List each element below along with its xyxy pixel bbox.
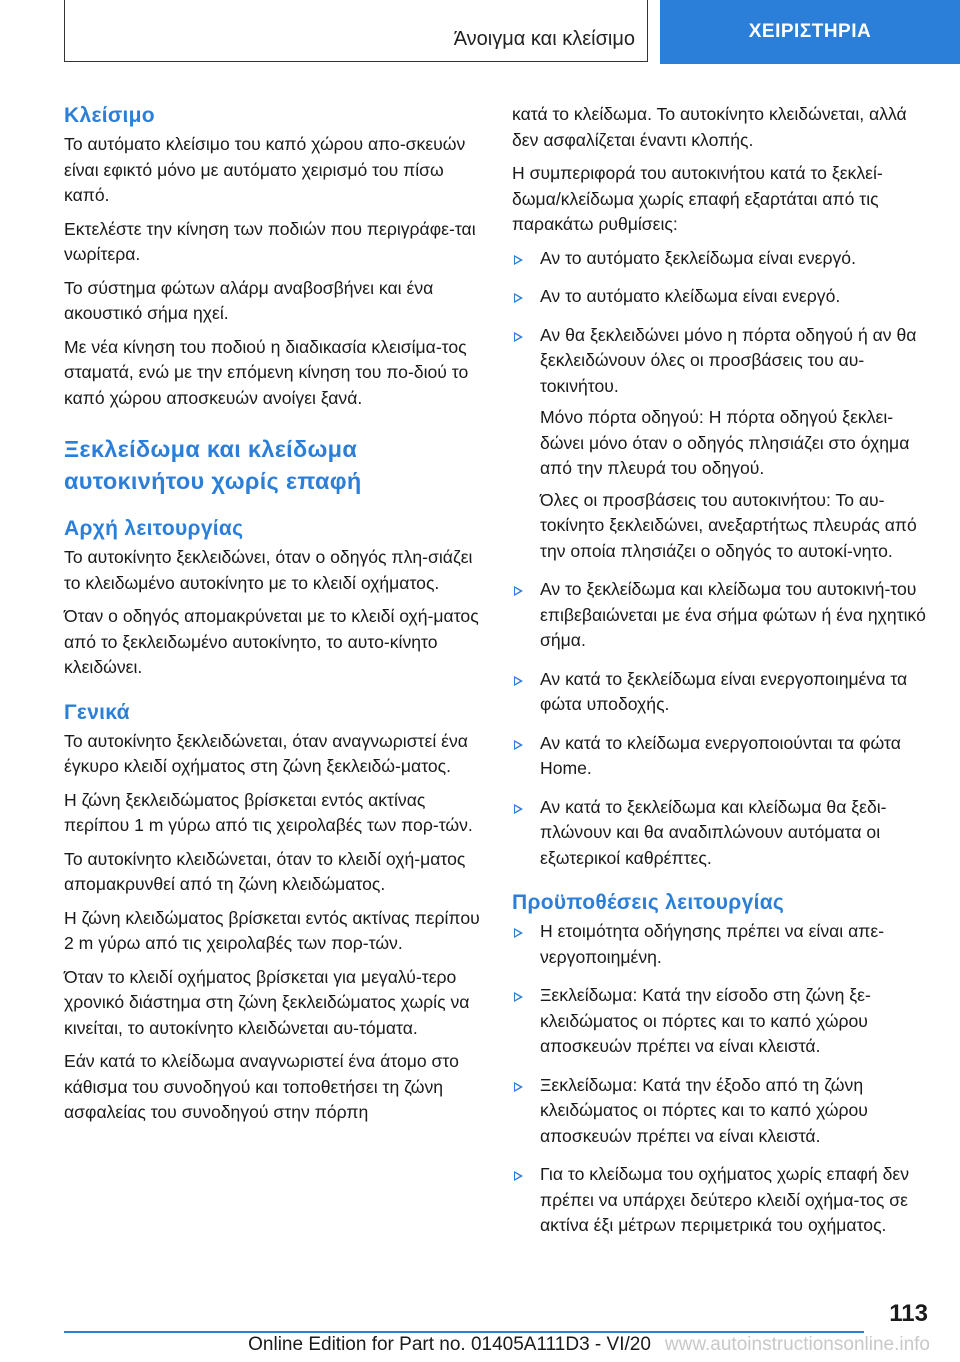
bullet-triangle-icon xyxy=(514,255,523,265)
list-item: Αν κατά το ξεκλείδωμα είναι ενεργοποιημένα τα φώτα υποδοχής. xyxy=(512,667,928,718)
paragraph: Η ζώνη ξεκλειδώματος βρίσκεται εντός ακτίνας περίπου 1 m γύρω από τις χειρολαβές των πορ-τών. xyxy=(64,789,473,835)
list-item: Ξεκλείδωμα: Κατά την είσοδο στη ζώνη ξε-κλειδώματος οι πόρτες και το καπό χώρου αποσκευών πρέπει να είναι κλειστά. xyxy=(512,983,928,1060)
bullet-triangle-icon xyxy=(514,804,523,814)
paragraph: Όταν ο οδηγός απομακρύνεται με το κλειδί οχή-ματος από το ξεκλειδωμένο αυτοκίνητο, το αυτο-κίνητο κλειδώνει. xyxy=(64,606,479,677)
list-item: Η ετοιμότητα οδήγησης πρέπει να είναι απε-νεργοποιημένη. xyxy=(512,919,928,970)
paragraph: Με νέα κίνηση του ποδιού η διαδικασία κλεισίμα-τος σταματά, ενώ με την επόμενη κίνηση του πο-διού το καπό χώρου αποσκευών ανοίγει ξανά. xyxy=(64,336,469,408)
sub-paragraph: Μόνο πόρτα οδηγού: Η πόρτα οδηγού ξεκλει-δώνει μόνο όταν ο οδηγός πλησιάζει στο όχημα από την πλευρά του οδηγού. xyxy=(540,407,910,478)
paragraph: Όταν το κλειδί οχήματος βρίσκεται για μεγαλύ-τερο χρονικό διάστημα στη ζώνη ξεκλειδώματος χωρίς να κινείται, το αυτοκίνητο κλειδώνεται αυ-τόματα. xyxy=(64,966,470,1038)
header-section-title: Άνοιγμα και κλείσιμο xyxy=(453,28,635,50)
requirements-list xyxy=(512,919,928,1239)
section-title: Ξεκλείδωμα και κλείδωμα αυτοκινήτου χωρίς επαφή xyxy=(64,436,362,494)
sub-paragraph: Όλες οι προσβάσεις του αυτοκινήτου: Το αυ-τοκίνητο ξεκλειδώνει, ανεξαρτήτως πλευράς από την οποία πλησιάζει ο οδηγός το αυτοκί-νητο. xyxy=(540,489,917,561)
bullet-triangle-icon xyxy=(514,586,523,596)
general-heading: Γενικά xyxy=(64,700,130,724)
bullet-triangle-icon xyxy=(514,928,523,938)
bullet-triangle-icon xyxy=(514,332,523,342)
paragraph: Η συμπεριφορά του αυτοκινήτου κατά το ξεκλεί-δωμα/κλείδωμα χωρίς επαφή εξαρτάται από τις παρακάτω ρυθμίσεις: xyxy=(512,163,883,234)
list-item: Αν θα ξεκλειδώνει μόνο η πόρτα οδηγού ή αν θα ξεκλειδώνουν όλες οι προσβάσεις του αυ-τοκινήτου. Μόνο πόρτα οδηγού: Η πόρτα οδηγού ξεκλει-δώνει μόνο όταν ο οδηγός πλησιάζει στο όχημα από την πλευρά του οδηγού. Όλες οι προσβάσεις του αυτοκινήτου: Το αυ-τοκίνητο ξεκλειδώνει, ανεξαρτήτως πλευράς από την οποία πλησιάζει ο οδηγός το αυτοκί-νητο. xyxy=(512,323,928,565)
bullet-triangle-icon xyxy=(514,676,523,686)
bullet-triangle-icon xyxy=(514,1082,523,1092)
paragraph: Το αυτοκίνητο κλειδώνεται, όταν το κλειδί οχή-ματος απομακρυνθεί από τη ζώνη κλειδώματος. xyxy=(64,848,466,894)
list-item: Για το κλείδωμα του οχήματος χωρίς επαφή δεν πρέπει να υπάρχει δεύτερο κλειδί οχήμα-τος σε ακτίνα έξι μέτρων περιμετρικά του οχήματος. xyxy=(512,1162,928,1239)
left-column xyxy=(64,102,482,1134)
paragraph: Το σύστημα φώτων αλάρμ αναβοσβήνει και ένα ακουστικό σήμα ηχεί. xyxy=(64,277,434,323)
bullet-triangle-icon xyxy=(514,740,523,750)
header-chapter-tab: ΧΕΙΡΙΣΤΗΡΙΑ xyxy=(660,0,960,64)
list-item: Αν το ξεκλείδωμα και κλείδωμα του αυτοκινή-του επιβεβαιώνεται με ένα σήμα φώτων ή ένα ηχητικό σήμα. xyxy=(512,577,928,654)
list-item: Αν το αυτόματο κλείδωμα είναι ενεργό. xyxy=(512,284,928,310)
paragraph: Το αυτοκίνητο ξεκλειδώνει, όταν ο οδηγός πλη-σιάζει το κλειδωμένο αυτοκίνητο με το κλειδί οχήματος. xyxy=(64,547,473,593)
footer-watermark-url: www.autoinstructionsonline.info xyxy=(664,1334,930,1355)
paragraph: Το αυτόματο κλείσιμο του καπό χώρου απο-σκευών είναι εφικτό μόνο με αυτόματο χειρισμό του πίσω καπό. xyxy=(64,134,466,205)
footer-edition xyxy=(248,1334,930,1356)
list-item: Ξεκλείδωμα: Κατά την έξοδο από τη ζώνη κλειδώματος οι πόρτες και το καπό χώρου αποσκευών πρέπει να είναι κλειστά. xyxy=(512,1073,928,1150)
list-item: Αν κατά το ξεκλείδωμα και κλείδωμα θα ξεδι-πλώνουν και θα αναδιπλώνουν αυτόματα οι εξωτερικοί καθρέπτες. xyxy=(512,795,928,872)
requirements-heading: Προϋποθέσεις λειτουργίας xyxy=(512,891,785,914)
footer-edition-text: Online Edition for Part no. 01405A111D3 - VI/20 xyxy=(248,1334,651,1355)
closing-heading: Κλείσιμο xyxy=(64,104,155,127)
paragraph: Η ζώνη κλειδώματος βρίσκεται εντός ακτίνας περίπου 2 m γύρω από τις χειρολαβές των πορ-τών. xyxy=(64,907,480,953)
bullet-triangle-icon xyxy=(514,992,523,1002)
paragraph: Εκτελέστε την κίνηση των ποδιών που περιγράφε-ται νωρίτερα. xyxy=(64,218,476,264)
bullet-triangle-icon xyxy=(514,1171,523,1181)
list-item: Αν κατά το κλείδωμα ενεργοποιούνται τα φώτα Home. xyxy=(512,731,928,782)
paragraph: Εάν κατά το κλείδωμα αναγνωριστεί ένα άτομο στο κάθισμα του συνοδηγού και τοποθετήσει τη ζώνη ασφαλείας του συνοδηγού στην πόρπη xyxy=(64,1051,459,1122)
page-number: 113 xyxy=(889,1300,928,1327)
bullet-triangle-icon xyxy=(514,293,523,303)
principle-heading: Αρχή λειτουργίας xyxy=(64,517,244,540)
list-item: Αν το αυτόματο ξεκλείδωμα είναι ενεργό. xyxy=(512,246,928,272)
right-column xyxy=(512,102,928,1252)
paragraph: Το αυτοκίνητο ξεκλειδώνεται, όταν αναγνωριστεί ένα έγκυρο κλειδί οχήματος στη ζώνη ξεκλειδώ-ματος. xyxy=(64,730,468,776)
footer-divider xyxy=(64,1331,864,1333)
paragraph: κατά το κλείδωμα. Το αυτοκίνητο κλειδώνεται, αλλά δεν ασφαλίζεται έναντι κλοπής. xyxy=(512,104,907,150)
settings-list xyxy=(512,246,928,872)
